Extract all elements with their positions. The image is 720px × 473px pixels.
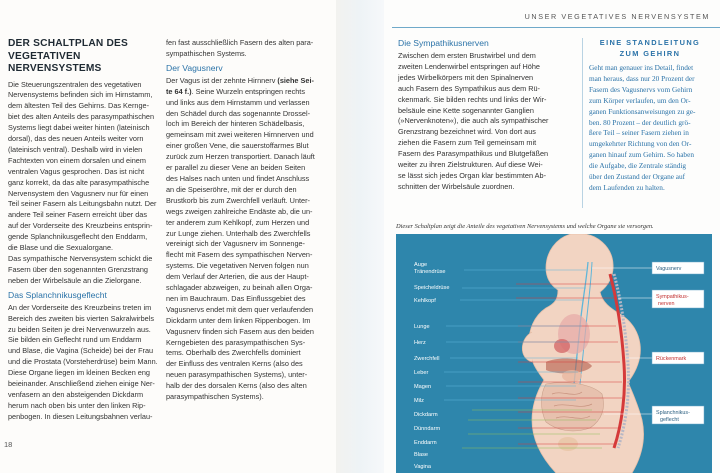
right-body-line: auch Fasern des Sympathikus aus dem Rü- bbox=[398, 83, 540, 93]
col2b-line: einer großen Vene, die sauerstoffarmes Blut bbox=[166, 141, 309, 151]
right-body-line: Fasern des Parasympathikus und Blutgefäßen bbox=[398, 149, 549, 159]
label-dickdarm: Dickdarm bbox=[414, 412, 438, 418]
col2b-line: zurück zum Herzen transportiert. Danach läuft bbox=[166, 152, 315, 162]
col2b-line: den Schädel durch das sogenannte Drossel- bbox=[166, 108, 311, 118]
splanchnikus-label-1: Splanchnikus- bbox=[656, 410, 690, 416]
col2b-line: dem Verlauf der Arterien, die aus der Haupt- bbox=[166, 272, 309, 282]
splanchnikus-label-2: geflecht bbox=[660, 417, 679, 423]
col2b-line: wegs zweigen zahlreiche Endäste ab, die un- bbox=[166, 206, 313, 216]
sidebar-body bbox=[589, 63, 711, 194]
sidebar-line: dem Laufenden zu halten. bbox=[589, 182, 665, 192]
col1b-line: Diese Organe liegen im kleinen Becken eng bbox=[8, 368, 150, 378]
running-header: UNSER VEGETATIVES NERVENSYSTEM bbox=[524, 12, 710, 21]
col1b-line: Bereich des zweiten bis vierten Sakralwirbels bbox=[8, 313, 155, 323]
col2b-line: parasympathischen Systems). bbox=[166, 392, 264, 402]
right-body-line: zweiten Lendenwirbel entspringen auf Höhe bbox=[398, 61, 540, 71]
right-body bbox=[398, 51, 576, 193]
label-blase: Blase bbox=[414, 452, 428, 458]
label-auge: Auge bbox=[414, 262, 428, 268]
vagus-label: Vagusnerv bbox=[656, 266, 682, 272]
col2-body-b bbox=[166, 98, 332, 403]
col2b-line: Brustkorb bis zum Zwerchfell verläuft. Unter- bbox=[166, 195, 310, 205]
col1-line: (lateinisch ventral). Deshalb wird in vielen bbox=[8, 144, 143, 154]
col2-body bbox=[166, 38, 332, 60]
col1-line: Das sympathische Nervensystem schickt die bbox=[8, 254, 153, 263]
col2b-line: neuen parasympathischen Systems), unter- bbox=[166, 370, 308, 380]
col1-body bbox=[8, 80, 160, 287]
col2b-line: und links aus dem Hirnstamm und verlassen bbox=[166, 97, 310, 107]
right-body-line: ziehen die Fasern zum Teil gemeinsam mit bbox=[398, 138, 537, 148]
col1-line: Die Steuerungszentralen des vegetativen bbox=[8, 79, 142, 89]
label-speicheldruese: Speicheldrüse bbox=[414, 285, 450, 291]
col2b-line: gemeinsam mit zwei weiteren Hirnnerven und bbox=[166, 130, 314, 140]
col2b-line: loch im Bereich der hinteren Schädelbasis, bbox=[166, 119, 305, 129]
col2b-line: vereinigt sich der Vagusnerv im Sonnenge- bbox=[166, 239, 305, 249]
left-page bbox=[0, 0, 336, 473]
chapter-heading-text: DER SCHALTPLAN DES VEGETATIVEN NERVENSYSTEMS bbox=[8, 38, 129, 74]
right-column bbox=[398, 38, 576, 193]
sidebar-line: ßere Teil – seiner Fasern ziehen in bbox=[589, 128, 689, 138]
sidebar-line: über den Zustand der Organe auf bbox=[589, 172, 686, 182]
rueckenmark-label: Rückenmark bbox=[656, 356, 687, 362]
sidebar-line: ganen Funktionsanweisungen zu ge- bbox=[589, 106, 696, 116]
col2b-line: der Einfluss des ventralen Kerns (also des bbox=[166, 359, 303, 369]
col1-line: Nervensystems befinden sich im Hirnstamm, bbox=[8, 90, 153, 100]
sidebar-title-line-1: EINE STANDLEITUNG bbox=[599, 38, 701, 47]
left-column-2 bbox=[166, 38, 332, 403]
col1-line: Teil seiner Fasern als Leitungsbahn nutzt. Der bbox=[8, 199, 157, 209]
col2b-line: nen im Bauchraum. Das Einflussgebiet des bbox=[166, 293, 306, 303]
page-number: 18 bbox=[4, 440, 13, 449]
sidebar-title-line-2: ZUM GEHIRN bbox=[619, 48, 681, 58]
left-column-1 bbox=[8, 38, 160, 423]
nervous-system-diagram bbox=[396, 234, 712, 473]
col1-line: ganz korrekt, da das alte parasympathische bbox=[8, 177, 150, 187]
col2b-line: Dickdarm unter dem linken Rippenbogen. Im bbox=[166, 315, 311, 325]
col2b-line: tems. Oberhalb des Zwerchfells dominiert bbox=[166, 348, 301, 358]
vagus-subheading: Der Vagusnerv bbox=[166, 62, 223, 73]
col2a-line: sympathischen Systems. bbox=[166, 48, 247, 58]
label-leber: Leber bbox=[414, 370, 429, 376]
right-body-line: ckenmark. Sie bilden rechts und links der Wir- bbox=[398, 94, 547, 104]
right-body-line: belsäule eine Kette sogenannter Ganglien bbox=[398, 105, 534, 115]
col1-line: andere Teil seiner Fasern erreicht über das bbox=[8, 210, 147, 220]
label-vagina: Vagina bbox=[414, 464, 432, 470]
col1-line: gende Splanchnikusgeflecht den Enddarm, bbox=[8, 232, 148, 242]
sidebar-line: zum Körper verlaufen, um den Or- bbox=[589, 95, 691, 105]
vagus-ref-line bbox=[166, 76, 332, 87]
sidebar-title bbox=[589, 38, 711, 59]
sympathikus-label-1: Sympathikus- bbox=[656, 294, 689, 300]
col1-line: dorsal), das des neuen Anteils weiter vorn bbox=[8, 134, 144, 144]
right-body-line: weiter zu ihren Zielstrukturen. Auf diese Wei- bbox=[398, 160, 543, 170]
sidebar-line: die Aufgabe, die Zentrale ständig bbox=[589, 161, 687, 171]
col2a-line: fen fast ausschließlich Fasern des alten para- bbox=[166, 38, 314, 47]
col1b-line: herum nach oben bis unter den linken Rip- bbox=[8, 400, 146, 410]
col1b-line: und Blase, die Vagina (Scheide) bei der Frau bbox=[8, 346, 154, 356]
vagus-ref-bold: (siehe Sei- bbox=[277, 75, 314, 85]
gutter bbox=[336, 0, 384, 473]
col1b-line: zu beiden Seiten je drei Nervenwurzeln aus. bbox=[8, 324, 151, 334]
sympathikus-subheading: Die Sympathikusnerven bbox=[398, 38, 489, 48]
col1b-line: Sie bilden ein Geflecht rund um Enddarm bbox=[8, 335, 142, 345]
col1-line: Fasern über den sogenannten Grenzstrang bbox=[8, 264, 148, 274]
label-magen: Magen bbox=[414, 384, 432, 390]
vagus-ref2-bold: te 64 f.) bbox=[166, 86, 192, 96]
sidebar-line: man heraus, dass nur 20 Prozent der bbox=[589, 73, 695, 83]
right-body-line: Grenzstrang bezeichnet wird. Von dort aus bbox=[398, 127, 536, 137]
intestine-shape bbox=[542, 382, 604, 430]
breast-shape bbox=[522, 332, 532, 362]
sidebar-line: umgekehrter Richtung von den Or- bbox=[589, 139, 692, 149]
col1b-line: penbogen. In diesen Leitungsbahnen verlau- bbox=[8, 411, 153, 421]
figure-caption: Dieser Schaltplan zeigt die Anteile des vegetativen Nervensystems und welche Organe sie versorgen. bbox=[396, 223, 654, 230]
sidebar-line: Fasern des Vagusnervs vom Gehirn bbox=[589, 84, 693, 94]
col1-line: dem ältesten Teil des Gehirns. Das Kernge- bbox=[8, 101, 150, 111]
organ-labels bbox=[414, 262, 449, 470]
right-body-line: se lässt sich jedes Organ klar bestimmten Ab- bbox=[398, 170, 547, 180]
right-body-line: Zwischen dem ersten Brustwirbel und dem bbox=[398, 51, 536, 60]
sidebar-line: ben. 80 Prozent – der deutlich grö- bbox=[589, 117, 691, 127]
col1b-line: beieinander. Anschließend ziehen einige Ner- bbox=[8, 379, 155, 389]
right-body-line: schnitten der Wirbelsäule zuordnen. bbox=[398, 181, 515, 191]
col2b-line: halb der des dorsalen Kerns (also des alten bbox=[166, 381, 307, 391]
vagus-ref2-rest: . Seine Wurzeln entspringen rechts bbox=[191, 86, 305, 96]
col2b-line: systems. Die vegetativen Nerven folgen nun bbox=[166, 261, 309, 271]
col1-body-b bbox=[8, 303, 160, 423]
col1-line: Systems liegt dabei weiter hinten (lateinisch bbox=[8, 123, 150, 133]
diagram-svg bbox=[396, 234, 712, 473]
col1-line: biet des alten Anteils des parasympathischen bbox=[8, 112, 155, 122]
splanchnikus-subheading: Das Splanchnikusgeflecht bbox=[8, 289, 107, 300]
col1-line: ventralen Vagus gesprochen. Das ist nicht bbox=[8, 166, 145, 176]
col2b-line: er parallel zu dieser Vene an beiden Seiten bbox=[166, 163, 306, 173]
col2b-line: zur Lunge ziehen. Unterhalb des Zwerchfells bbox=[166, 228, 311, 238]
label-zwerchfell: Zwerchfell bbox=[414, 356, 440, 362]
col1-line: auf der Vorderseite des Kreuzbeins entsprin- bbox=[8, 221, 153, 231]
col2b-line: schlagader abzweigen, zu beinah allen Orga- bbox=[166, 283, 313, 293]
sidebar-box bbox=[589, 38, 711, 194]
sympathikus-label-2: nerven bbox=[658, 301, 675, 307]
right-page bbox=[384, 0, 720, 473]
label-lunge: Lunge bbox=[414, 324, 430, 330]
sidebar-divider bbox=[582, 38, 583, 208]
col2b-line: Kerngebieten des parasympathischen Sys- bbox=[166, 337, 306, 347]
sidebar-line: Geht man genauer ins Detail, findet bbox=[589, 63, 694, 72]
label-enddarm: Enddarm bbox=[414, 440, 437, 446]
vagus-ref-line-2 bbox=[166, 87, 332, 98]
col2b-line: an die Speiseröhre, mit der er durch den bbox=[166, 184, 297, 194]
right-body-line: (»Nervenknoten«), die auch als sympathischer bbox=[398, 116, 549, 126]
label-traenendruese: Tränendrüse bbox=[414, 269, 446, 275]
sidebar-line: ganen hinauf zum Gehirn. So haben bbox=[589, 150, 694, 160]
col1-line: Nervensystem den Vagusnerv nur für einen bbox=[8, 188, 149, 198]
col1-line: neben der Wirbelsäule an die Zielorgane. bbox=[8, 275, 142, 285]
chapter-heading bbox=[8, 38, 160, 76]
header-rule bbox=[392, 27, 720, 28]
label-kehlkopf: Kehlkopf bbox=[414, 298, 436, 304]
label-milz: Milz bbox=[414, 398, 424, 404]
right-body-line: jedes Wirbelkörpers mit den Spinalnerven bbox=[398, 72, 534, 82]
col1b-line: und die Prostata (Vorsteherdrüse) beim Mann. bbox=[8, 357, 158, 367]
col2b-line: ter anderem zum Kehlkopf, zum Herzen und bbox=[166, 217, 310, 227]
heart-shape bbox=[554, 339, 570, 353]
col1-line: Fachtexten von einem dorsalen und einem bbox=[8, 155, 146, 165]
label-duenndarm: Dünndarm bbox=[414, 426, 441, 432]
col1b-line: An der Vorderseite des Kreuzbeins treten im bbox=[8, 302, 152, 312]
col2b-line: flecht mit Fasern des sympathischen Nerven- bbox=[166, 250, 313, 260]
col1-line: die Blase und die Sexualorgane. bbox=[8, 243, 114, 253]
col1b-line: venfasern an den absteigenden Dickdarm bbox=[8, 389, 144, 399]
label-herz: Herz bbox=[414, 340, 426, 346]
col2b-line: Vagusnervs endet mit dem quer verlaufenden bbox=[166, 304, 314, 314]
col2b-line: des Halses nach unten und findet Anschluss bbox=[166, 173, 310, 183]
col2b-line: Vagusnerv finden sich Fasern aus den beiden bbox=[166, 326, 314, 336]
vagus-ref-pre: Der Vagus ist der zehnte Hirnnerv bbox=[166, 75, 278, 85]
